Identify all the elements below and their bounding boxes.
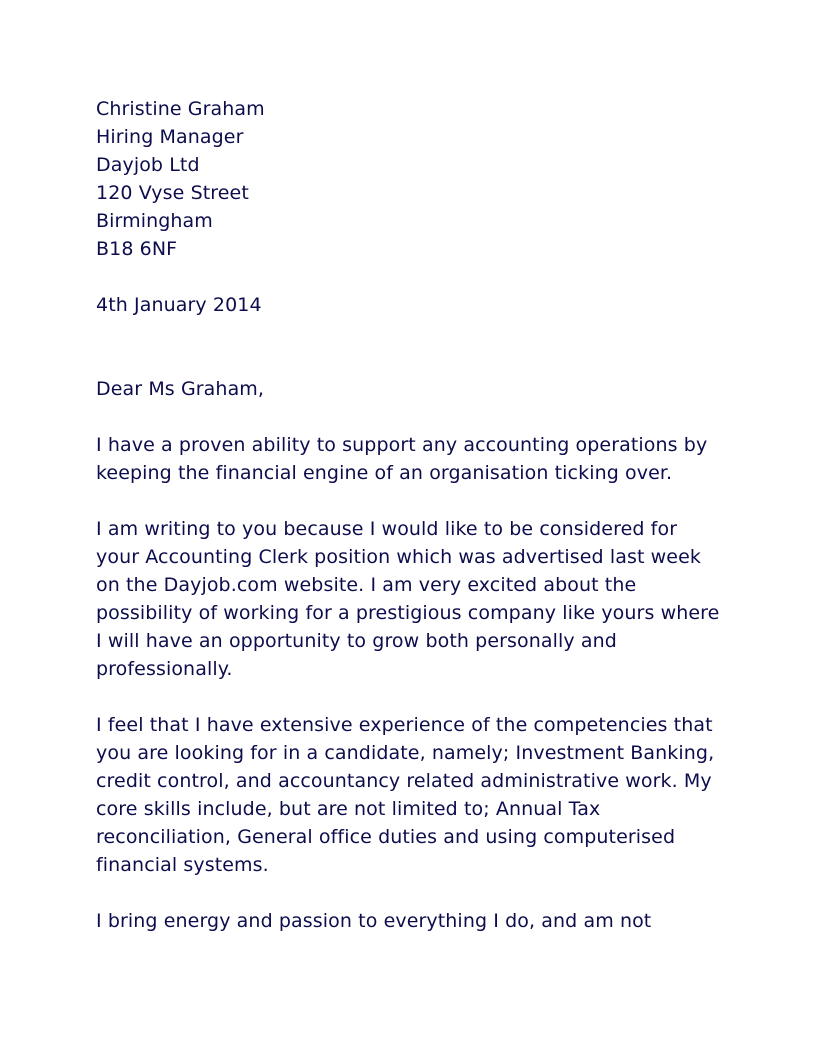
paragraph-energy: I bring energy and passion to everything I do, and am not (96, 910, 652, 932)
recipient-address (96, 95, 736, 263)
recipient-city: Birmingham (96, 210, 213, 232)
cover-letter (96, 95, 736, 935)
recipient-name: Christine Graham (96, 98, 265, 120)
recipient-company: Dayjob Ltd (96, 154, 200, 176)
paragraph-intro: I have a proven ability to support any accounting operations by keeping the financial engine of an organisation ticking over. (96, 434, 708, 484)
recipient-postcode: B18 6NF (96, 238, 178, 260)
paragraph-experience: I feel that I have extensive experience of the competencies that you are looking for in a candidate, namely; Investment Banking, credit control, and accountancy related administrative work. My core skills include, but are not limited to; Annual Tax reconciliation, General office duties and using computerised financial systems. (96, 714, 715, 876)
recipient-title: Hiring Manager (96, 126, 244, 148)
salutation: Dear Ms Graham, (96, 378, 265, 400)
recipient-street: 120 Vyse Street (96, 182, 249, 204)
letter-date: 4th January 2014 (96, 294, 262, 316)
paragraph-position: I am writing to you because I would like to be considered for your Accounting Clerk position which was advertised last week on the Dayjob.com website. I am very excited about the possibility of working for a prestigious company like yours where I will have an opportunity to grow both personally and professionally. (96, 518, 720, 680)
